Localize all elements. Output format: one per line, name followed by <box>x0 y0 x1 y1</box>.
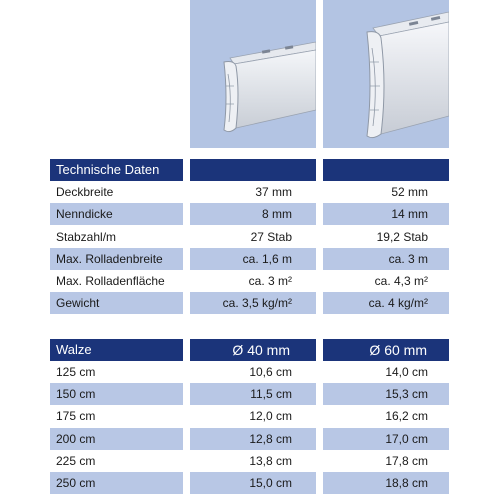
row-value-40: 15,0 cm <box>190 472 316 494</box>
table-row <box>50 450 449 472</box>
table-row <box>50 383 449 405</box>
row-label: Stabzahl/m <box>56 230 117 244</box>
row-value-60: 16,2 cm <box>385 409 428 423</box>
row-value-52: ca. 4,3 m² <box>374 274 428 288</box>
row-value-52: 52 mm <box>391 185 428 199</box>
table-row <box>50 270 449 292</box>
table-row <box>50 181 449 203</box>
row-label: Max. Rolladenfläche <box>56 274 165 288</box>
row-label: 125 cm <box>56 365 96 379</box>
table-row <box>50 226 449 248</box>
row-value-52: ca. 3 m <box>323 248 449 270</box>
row-label: Max. Rolladenbreite <box>50 248 183 270</box>
row-value-52: 19,2 Stab <box>376 230 428 244</box>
row-value-60: 18,8 cm <box>323 472 449 494</box>
row-value-37: ca. 1,6 m <box>190 248 316 270</box>
row-label: 250 cm <box>50 472 183 494</box>
walze-col1-header: Ø 40 mm <box>190 339 316 361</box>
tech-col1-header <box>190 159 316 181</box>
row-value-60: 14,0 cm <box>385 365 428 379</box>
row-value-37: 8 mm <box>190 203 316 225</box>
row-label: 175 cm <box>56 409 96 423</box>
tech-col2-header <box>323 159 449 181</box>
row-label: 150 cm <box>50 383 183 405</box>
profile-52-image <box>323 0 449 148</box>
row-value-40: 12,8 cm <box>190 428 316 450</box>
row-label: Gewicht <box>50 292 183 314</box>
walze-col2-header: Ø 60 mm <box>323 339 449 361</box>
row-value-60: 17,0 cm <box>323 428 449 450</box>
table-row <box>50 248 449 270</box>
walze-table-title: Walze <box>50 339 183 361</box>
row-value-60: 17,8 cm <box>385 454 428 468</box>
row-value-40: 13,8 cm <box>249 454 292 468</box>
profile-37-image <box>190 0 316 148</box>
row-value-60: 15,3 cm <box>323 383 449 405</box>
row-value-52: 14 mm <box>323 203 449 225</box>
row-value-37: 37 mm <box>255 185 292 199</box>
row-value-40: 11,5 cm <box>190 383 316 405</box>
row-value-37: ca. 3 m² <box>248 274 292 288</box>
tech-table-title: Technische Daten <box>50 159 183 181</box>
row-value-40: 10,6 cm <box>249 365 292 379</box>
row-value-37: 27 Stab <box>250 230 292 244</box>
row-label: Deckbreite <box>56 185 114 199</box>
row-value-37: ca. 3,5 kg/m² <box>190 292 316 314</box>
table-row <box>50 203 449 225</box>
table-row <box>50 361 449 383</box>
table-row <box>50 472 449 494</box>
row-label: 225 cm <box>56 454 96 468</box>
row-label: 200 cm <box>50 428 183 450</box>
table-row <box>50 292 449 314</box>
table-row <box>50 405 449 427</box>
table-row <box>50 428 449 450</box>
row-value-40: 12,0 cm <box>249 409 292 423</box>
row-label: Nenndicke <box>50 203 183 225</box>
row-value-52: ca. 4 kg/m² <box>323 292 449 314</box>
